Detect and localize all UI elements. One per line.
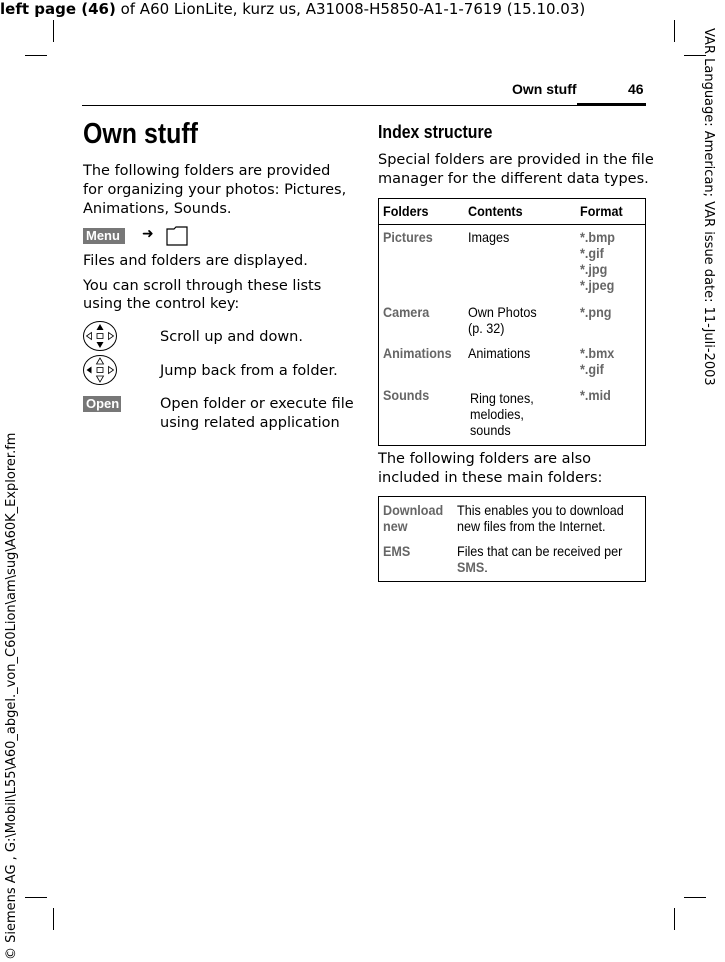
control-key-left-icon — [82, 354, 118, 386]
format-item: *.gif — [580, 361, 604, 377]
menu-softkey: Menu — [83, 228, 125, 244]
format-item: *.gif — [580, 245, 604, 261]
page-number: 46 — [628, 81, 644, 97]
folder-format — [580, 229, 615, 293]
print-header-bold: left page (46) — [0, 0, 116, 18]
contents-line: Ring tones, — [470, 390, 534, 406]
running-header-title: Own stuff — [512, 81, 577, 97]
subfolder-name — [383, 502, 443, 534]
folder-name: Pictures — [383, 229, 433, 245]
subfolder-name-line: new — [383, 518, 408, 534]
folder-icon — [166, 226, 188, 246]
contents-line: melodies, — [470, 406, 524, 422]
col-header-contents: Contents — [468, 203, 523, 219]
crop-mark — [674, 908, 675, 930]
open-description — [160, 395, 354, 433]
contents-line: Own Photos — [468, 304, 537, 320]
folder-contents: Animations — [468, 345, 531, 361]
col-header-format: Format — [580, 203, 623, 219]
open-softkey: Open — [83, 396, 121, 412]
crop-mark — [25, 55, 47, 56]
scroll-intro — [83, 277, 321, 313]
also-included-line: The following folders are also — [378, 451, 592, 467]
index-intro-line: manager for the different data types. — [378, 171, 649, 187]
intro-line: Animations, Sounds. — [83, 201, 232, 217]
format-item: *.bmx — [580, 345, 615, 361]
scroll-description: Scroll up and down. — [160, 329, 303, 345]
folder-contents — [470, 390, 534, 438]
print-header-rest: of A60 LionLite, kurz us, A31008-H5850-A1-1-7619 (15.10.03) — [115, 0, 586, 18]
index-intro — [378, 151, 654, 189]
also-included-line: included in these main folders: — [378, 470, 603, 486]
contents-line: (p. 32) — [468, 320, 505, 336]
subfolder-name: EMS — [383, 543, 411, 559]
folder-name: Animations — [383, 345, 452, 361]
folder-name: Sounds — [383, 387, 430, 403]
var-language-note: VAR Language: American; VAR issue date: 11-Juli-2003 — [701, 28, 716, 386]
crop-mark — [53, 20, 54, 42]
subfolder-name-line: Download — [383, 502, 444, 518]
index-intro-line: Special folders are provided in the file — [378, 152, 654, 168]
control-key-up-down-icon — [82, 320, 118, 352]
format-item: *.bmp — [580, 229, 616, 245]
period: . — [484, 559, 488, 575]
table-header-rule — [378, 224, 646, 225]
intro-paragraph — [83, 162, 346, 219]
intro-line: for organizing your photos: Pictures, — [83, 182, 347, 198]
scroll-intro-line: You can scroll through these lists — [83, 278, 322, 294]
subfolder-desc-line: new files from the Internet. — [457, 518, 606, 534]
subfolder-description — [457, 543, 622, 575]
format-item: *.jpg — [580, 261, 608, 277]
folder-contents — [468, 304, 537, 336]
sms-term: SMS — [457, 559, 485, 575]
crop-mark — [674, 20, 675, 42]
subfolder-desc-line: Files that can be received per — [457, 543, 623, 559]
header-rule — [82, 105, 646, 106]
open-line: Open folder or execute file — [160, 396, 354, 412]
subfolder-description — [457, 502, 624, 534]
open-line: using related application — [160, 415, 340, 431]
crop-mark — [53, 908, 54, 930]
print-header — [0, 0, 585, 18]
section-title: Index structure — [378, 122, 493, 142]
subfolder-desc-line — [457, 559, 622, 575]
header-rule-thick — [577, 103, 646, 106]
contents-line: sounds — [470, 422, 511, 438]
folder-name: Camera — [383, 304, 430, 320]
folder-format: *.png — [580, 304, 612, 320]
format-item: *.jpeg — [580, 277, 615, 293]
also-included-text — [378, 450, 602, 488]
jump-back-description: Jump back from a folder. — [160, 363, 338, 379]
file-path-note: © Siemens AG , G:\Mobil\L55\A60_abgel._von_C60Lion\am\sug\A60K_Explorer.fm — [4, 432, 19, 960]
col-header-folders: Folders — [383, 203, 429, 219]
intro-line: The following folders are provided — [83, 163, 331, 179]
page-title: Own stuff — [83, 118, 198, 150]
scroll-intro-line: using the control key: — [83, 296, 240, 312]
folder-format: *.mid — [580, 387, 611, 403]
subfolder-desc-line: This enables you to download — [457, 502, 624, 518]
files-displayed-text: Files and folders are displayed. — [83, 253, 308, 269]
folder-contents: Images — [468, 229, 510, 245]
crop-mark — [25, 897, 47, 898]
crop-mark — [684, 897, 706, 898]
arrow-icon: ➜ — [142, 226, 154, 242]
folder-format — [580, 345, 614, 377]
